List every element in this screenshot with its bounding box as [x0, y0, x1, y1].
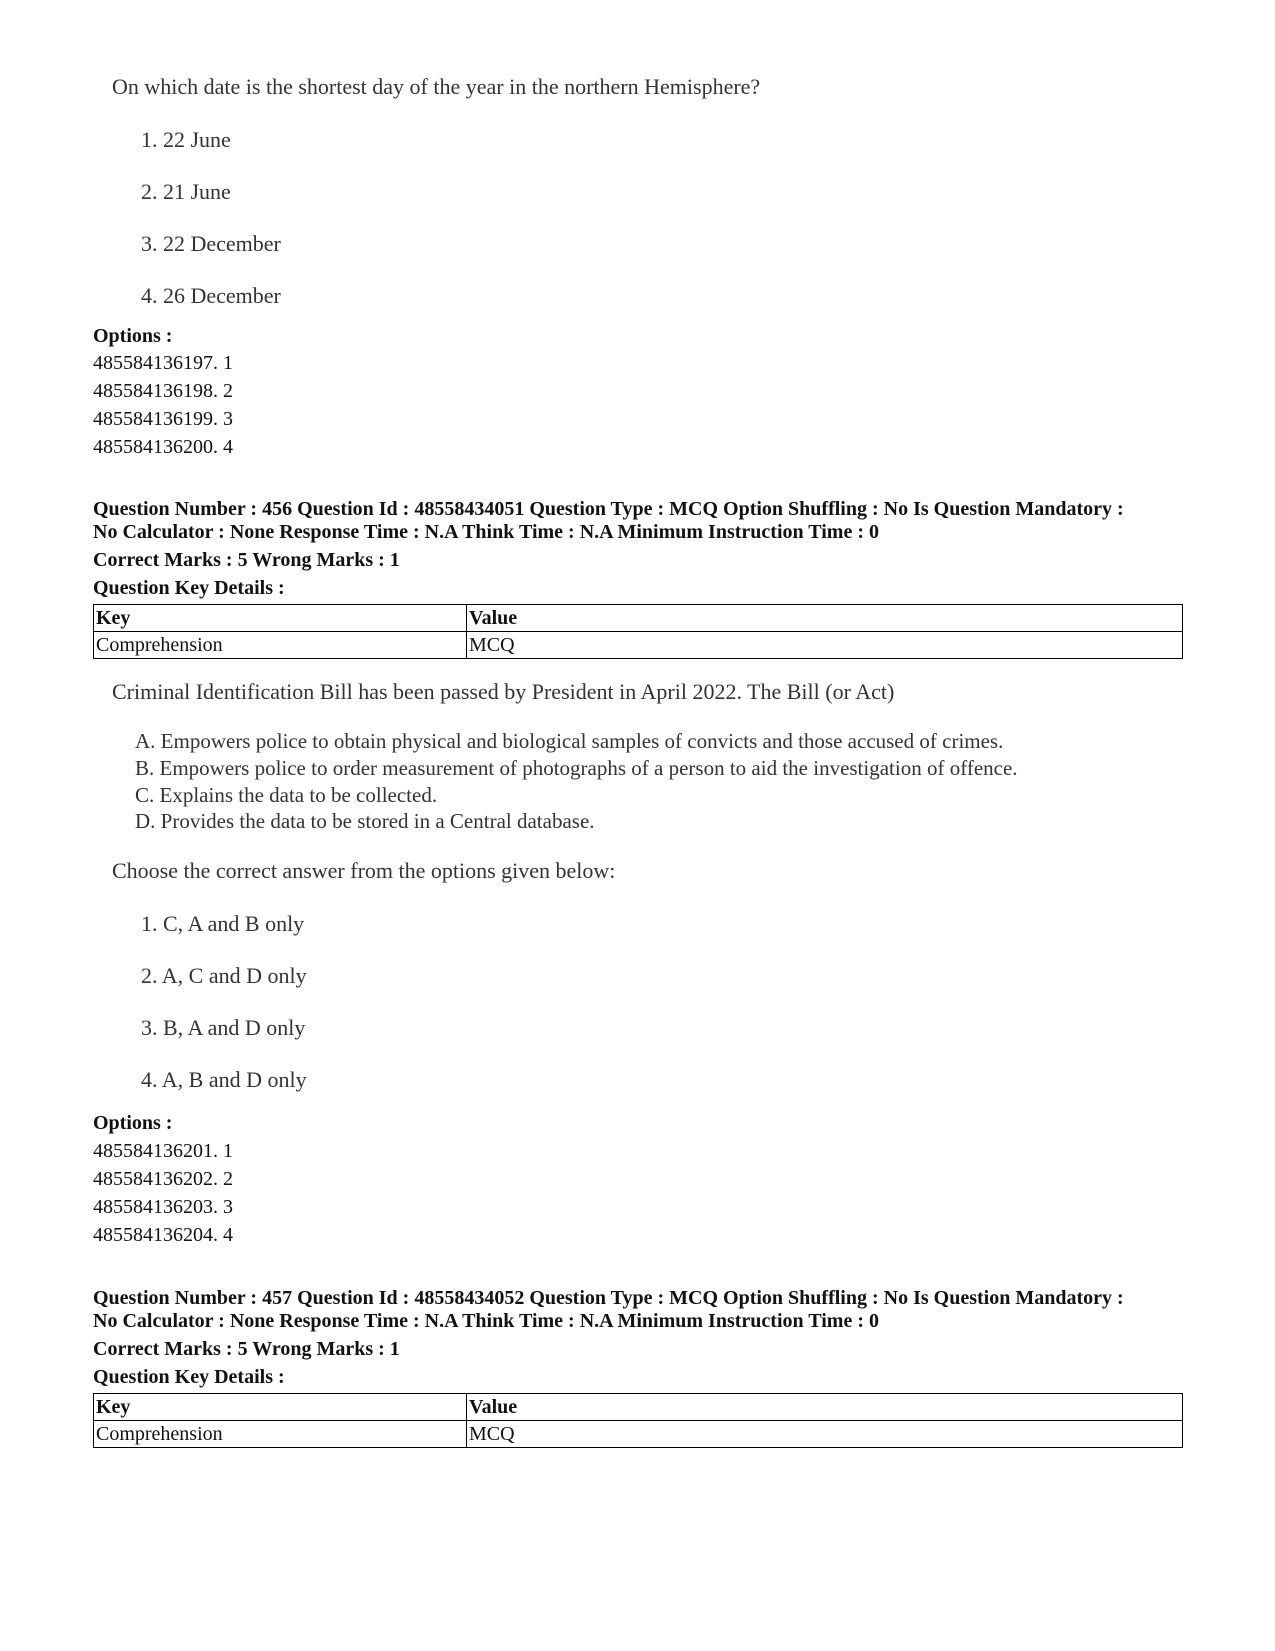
instruction-text: Choose the correct answer from the options given below:	[112, 858, 616, 883]
question-header-line1: Question Number : 456 Question Id : 48558434051 Question Type : MCQ Option Shuffling : No Is Question Mandatory :	[93, 498, 1124, 520]
statement-b: B. Empowers police to order measurement of photographs of a person to aid the investigation of offence.	[135, 756, 1018, 780]
option-id-4: 485584136200. 4	[93, 436, 233, 458]
statement-d: D. Provides the data to be stored in a Central database.	[135, 809, 595, 833]
option-id-3: 485584136199. 3	[93, 408, 233, 430]
table-row	[94, 632, 1183, 659]
question-header-line2: No Calculator : None Response Time : N.A Think Time : N.A Minimum Instruction Time : 0	[93, 1310, 879, 1332]
options-label: Options :	[93, 1112, 173, 1134]
statement-c: C. Explains the data to be collected.	[135, 783, 438, 807]
option-id-4: 485584136204. 4	[93, 1224, 233, 1246]
key-header: Key	[94, 605, 467, 632]
choice-4: 4. A, B and D only	[141, 1067, 307, 1092]
key-cell: Comprehension	[94, 1421, 467, 1448]
value-header: Value	[467, 605, 1183, 632]
key-details-table	[93, 1393, 1183, 1448]
value-cell: MCQ	[467, 632, 1183, 659]
question-header-line2: No Calculator : None Response Time : N.A Think Time : N.A Minimum Instruction Time : 0	[93, 521, 879, 543]
choice-3: 3. B, A and D only	[141, 1015, 306, 1040]
question-header-line1: Question Number : 457 Question Id : 48558434052 Question Type : MCQ Option Shuffling : No Is Question Mandatory :	[93, 1287, 1124, 1309]
option-id-2: 485584136202. 2	[93, 1168, 233, 1190]
table-row	[94, 1421, 1183, 1448]
choice-3: 3. 22 December	[141, 231, 281, 256]
option-id-1: 485584136197. 1	[93, 352, 233, 374]
table-header-row	[94, 605, 1183, 632]
choice-2: 2. A, C and D only	[141, 963, 307, 988]
option-id-1: 485584136201. 1	[93, 1140, 233, 1162]
key-details-label: Question Key Details :	[93, 577, 285, 599]
marks-line: Correct Marks : 5 Wrong Marks : 1	[93, 549, 400, 571]
key-header: Key	[94, 1394, 467, 1421]
choice-1: 1. 22 June	[141, 127, 231, 152]
question-text: Criminal Identification Bill has been passed by President in April 2022. The Bill (or Act)	[112, 679, 895, 704]
key-details-label: Question Key Details :	[93, 1366, 285, 1388]
key-cell: Comprehension	[94, 632, 467, 659]
marks-line: Correct Marks : 5 Wrong Marks : 1	[93, 1338, 400, 1360]
question-text: On which date is the shortest day of the year in the northern Hemisphere?	[112, 74, 761, 99]
table-header-row	[94, 1394, 1183, 1421]
key-details-table	[93, 604, 1183, 659]
options-label: Options :	[93, 325, 173, 347]
option-id-2: 485584136198. 2	[93, 380, 233, 402]
statement-a: A. Empowers police to obtain physical and biological samples of convicts and those accused of crimes.	[135, 729, 1004, 753]
choice-4: 4. 26 December	[141, 283, 281, 308]
choice-1: 1. C, A and B only	[141, 911, 305, 936]
option-id-3: 485584136203. 3	[93, 1196, 233, 1218]
value-header: Value	[467, 1394, 1183, 1421]
value-cell: MCQ	[467, 1421, 1183, 1448]
choice-2: 2. 21 June	[141, 179, 231, 204]
